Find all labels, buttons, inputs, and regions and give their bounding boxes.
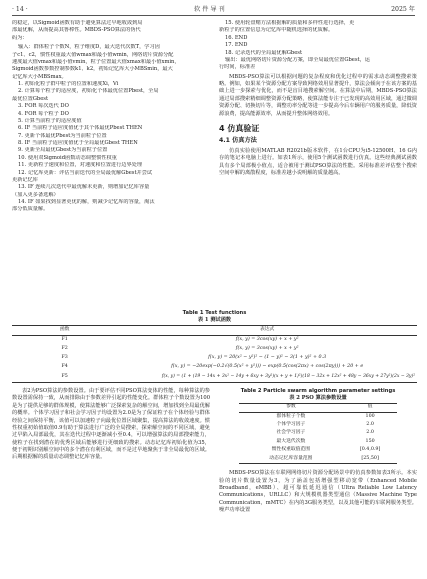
table-cell: 个体学习因子 [276,422,306,428]
algorithm-line: 记忆库大小MBSmax。 [12,73,67,80]
table-row [12,354,417,363]
table-cell: [0.4,0.9] [359,447,381,453]
algorithm-line: 13. IF 连续几次迭代中最优解未更新，则增加记忆库容量 [18,184,150,191]
algorithm-line: 新粒子的位置信息为记忆库中随机选择的优质解。 [219,27,334,34]
table-caption-en: Table 2 Particle swarm algorithm parameter settings [240,388,396,394]
algorithm-line: （加入更多备选解） [12,191,59,198]
algorithm-line: 12. 记忆库更新：评估当前迭代的全局最优解Gbest并尝试 [18,169,153,176]
body-paragraph: MBDS-PSO算法在车联网网络切片资源分配场景中的仿真参数如表3所示。本实验的切片数量设置为3，为了涵盖包括增强型移动宽带（Enhanced Mobile Broadband，eMBB）、超可靠低延迟通信（Ultra Reliable Low Latency Communications，URLLC）和大规模机器类型通信（Massive Machine Type Communication，mMTC）在内的3G服务类型，以及其他可能的车联网服务类型。噪声功率设置 [219,470,417,514]
algorithm-line: 7. 更新个体最优Pbest为当前粒子位置 [18,132,107,139]
algorithm-line: 5. 计算当前粒子的适应度值 [18,117,82,124]
table-cell: 最大迭代次数 [276,438,306,444]
algorithm-line: 11. 更新粒子速度和位置，对速度和位置进行边界处理 [18,162,143,169]
parameter-table [239,403,397,465]
intro-line: 码为： [12,34,28,41]
test-function-table [12,325,417,383]
table-cell: F1 [61,336,68,342]
table-row [239,446,397,454]
algorithm-line: 子c1、c2，惯性权重最大值wmax和最小值wmin，网络切片资源分配 [12,51,174,58]
algorithm-line: 6. IF 当前粒子适应度值优于其个体最优Pbest THEN [18,125,143,132]
table-header-cell: 参数 [286,404,296,410]
page-header [12,6,415,16]
table-header-cell: 函数 [59,326,70,332]
algorithm-line: 2. 计算每个粒子的适应度，初始化个体最优位置Pbest，全局 [18,88,159,95]
table-cell: 2.0 [366,430,374,436]
algorithm-line: 部分低质量解。 [12,206,49,213]
algorithm-line: 10. 使用双Sigmoid函数动态调整惯性权重 [18,154,117,161]
algorithm-line: 4. FOR 每个粒子 DO [18,110,69,117]
table-cell: F4 [61,364,68,370]
table-cell: f(x, y) = 3cos(xy) + x + y² [235,336,299,342]
table-row [239,455,397,464]
table-cell: [25,50] [361,455,379,461]
section-heading: 4 仿真验证 [219,123,260,133]
algorithm-line: 更新记忆库 [12,176,38,183]
table-cell: f(x, y) = 20(x² − y²)² − (1 − y)² − 3(1 + y)² + 0.3 [208,355,327,361]
algorithm-line: 3. FOR 每次迭代 DO [18,103,69,110]
table-row [239,438,397,446]
table-caption-en: Table 1 Test functions [182,310,247,316]
table-cell: 动态记忆库容量范围 [269,455,313,461]
table-cell: 100 [365,413,375,419]
body-paragraph: 仿真实验使用MATLAB R2021b版本软件，在1台CPU为i5-12500H、16 G内存的笔记本电脑上进行。如表1所示，使用5个测试函数进行仿真。这些经典测试函数具有多个局部极小值点，适合被用于测试PSO算法的性能。采用标准差评估整个搜索空间中解的离散程度，标准差越小说明解的质量越高。 [219,148,417,177]
algorithm-line: 16. END [225,34,248,41]
table-row [12,335,417,345]
table-cell: 社会学习因子 [276,430,306,436]
table-header-cell: 值 [367,404,373,410]
table-row [12,345,417,354]
algorithm-line: 输入：群体粒子个数N，粒子维度D，最大迭代次数T，学习因 [18,44,160,51]
table-cell: F5 [61,373,68,379]
left-column-bottom [12,388,210,462]
table-cell: F2 [61,346,68,352]
right-column-bottom [219,388,417,514]
journal-year: 2025 年 [391,6,415,13]
algorithm-line: 8. IF 当前粒子适应度值优于全局最优Gbest THEN [18,140,138,146]
table-row [12,363,417,372]
algorithm-line: 速度最大值vmax和最小值vmin，粒子位置最大值xmax和最小值xmin， [12,58,180,65]
algorithm-line: 14. IF 如果找到显著更优的解，则减少记忆库的容量，淘汰 [18,199,155,205]
table-cell: F3 [61,355,68,361]
intro-line: 部最优解，从而提高其鲁棒性。MBDS-PSO算法的伪代 [12,27,141,34]
table-cell: f(x, y) = −20exp(−0.2√(0.5(x² + y²))) − exp(0.5(cos(2πx) + cos(2πy))) + 20 + e [171,364,364,370]
algorithm-block [12,44,210,214]
algorithm-line: 9. 更新全局最优Gbest为当前粒子位置 [18,147,108,154]
table-row [239,412,397,421]
algorithm-line: 17. END [225,42,248,49]
body-paragraph: MBDS-PSO算法可以根据问题的复杂程度和优化过程中的需求动态调整搜索策略。例如，如果某个资源分配方案导致网络效用显著提升，算法会倾向于在该方案的基础上进一步探索与优化，而不是盲目地搜索解空间。在算法中后期，MBDS-PSO算法通过局部搜索精细调整资源分配策略，使算法能专注于已发现的高效用区域，通过微调资源分配、切换切片等，调整功率分配等进一步提高今后车辆用户的服务质量，降低资源浪费，提高能源效率，从而提升整体网络效用。 [219,73,417,117]
table-row [239,421,397,429]
table-cell: f(x, y) = (1 + (19 − 14x + 3x² − 14y + 6xy + 3y²)(x + y + 1)²)(18 − 32x + 12x² + 48y − 36xy + 27y²)(2x − 3y)² [161,373,415,379]
table-cell: 150 [365,438,375,444]
table-header-row [12,325,417,335]
right-column-top [219,20,417,178]
body-paragraph: 表2为PSO算法的参数设置。由于要评估不同PSO算法变体的性能，每种算法的参数设置需保持一致，从而排除由于参数差异引起的性能变化。群体粒子个数设置为100是为了提供足够的群体规模，使算法能够广泛探索复杂的解空间，增加找到全局最优解的概率。个体学习因子和社会学习因子均设置为2.0是为了保证粒子在个体经验与群体经验之间保持平衡，该值可以加速粒子向最优位置区域聚集，提高算法的收敛速度。惯性权重初始值取值0.9有助于算法进行广泛的全局搜索，探索解空间的不同区域，避免过早陷入局部最优，其在迭代过程中逐渐减小至0.4，可以增强算法的局部搜索能力，使粒子在找到潜在的优秀区域后能够进行更细致的搜索。动态记忆库初始化值为35，便于初期识别解空间中的多个潜在有利区域，而不是过早地聚焦于非全局最优的区域。后期根据解的质量动态调整记忆库容量。 [12,388,210,461]
algorithm-line: 1. 初始化粒子群中粒子的位置和速度Xi，Vi [18,81,119,87]
table-cell: 惯性权重取值范围 [271,447,311,453]
algorithm-line: 18. 记录迭代的全局最优解Gbest [225,49,303,56]
algorithm-line: Sigmoid函数参数控制参数k1、k2，初始记忆库大小MBSmin，最大 [12,66,173,73]
table-caption-zh: 表 2 PSO 算法参数设置 [289,394,347,401]
algorithm-line: 最优位置Gbest [12,95,49,102]
table-header-row [239,403,397,412]
table-row [239,430,397,438]
algorithm-line: 15. 使用轮盘赌方法根据解的质量和多样性进行选择，更 [225,20,355,26]
table-1 [12,310,417,383]
table-cell: 2.0 [366,422,374,428]
journal-name: 软 件 导 刊 [194,6,225,13]
table-2 [219,388,417,464]
table-caption-zh: 表 1 测试函数 [197,316,232,323]
table-row [12,372,417,382]
algorithm-line: 行时间，标准差 [219,64,256,71]
subsection-heading: 4.1 仿真方法 [219,137,257,145]
table-cell: 群体粒子个数 [276,413,306,419]
left-column-top [12,20,210,214]
table-cell: f(x, y) = 3cos(xy) + x + y² [235,346,299,352]
table-header-cell: 表达式 [259,326,275,332]
algorithm-line: 输出：最优网络切片资源分配方案，即全局最优位置Gbest，运 [225,56,370,63]
page-number: · 14 · [12,6,28,13]
intro-line: 的稳定，以Sigmoid函数有助于避免算法过早地收敛到局 [12,20,143,26]
